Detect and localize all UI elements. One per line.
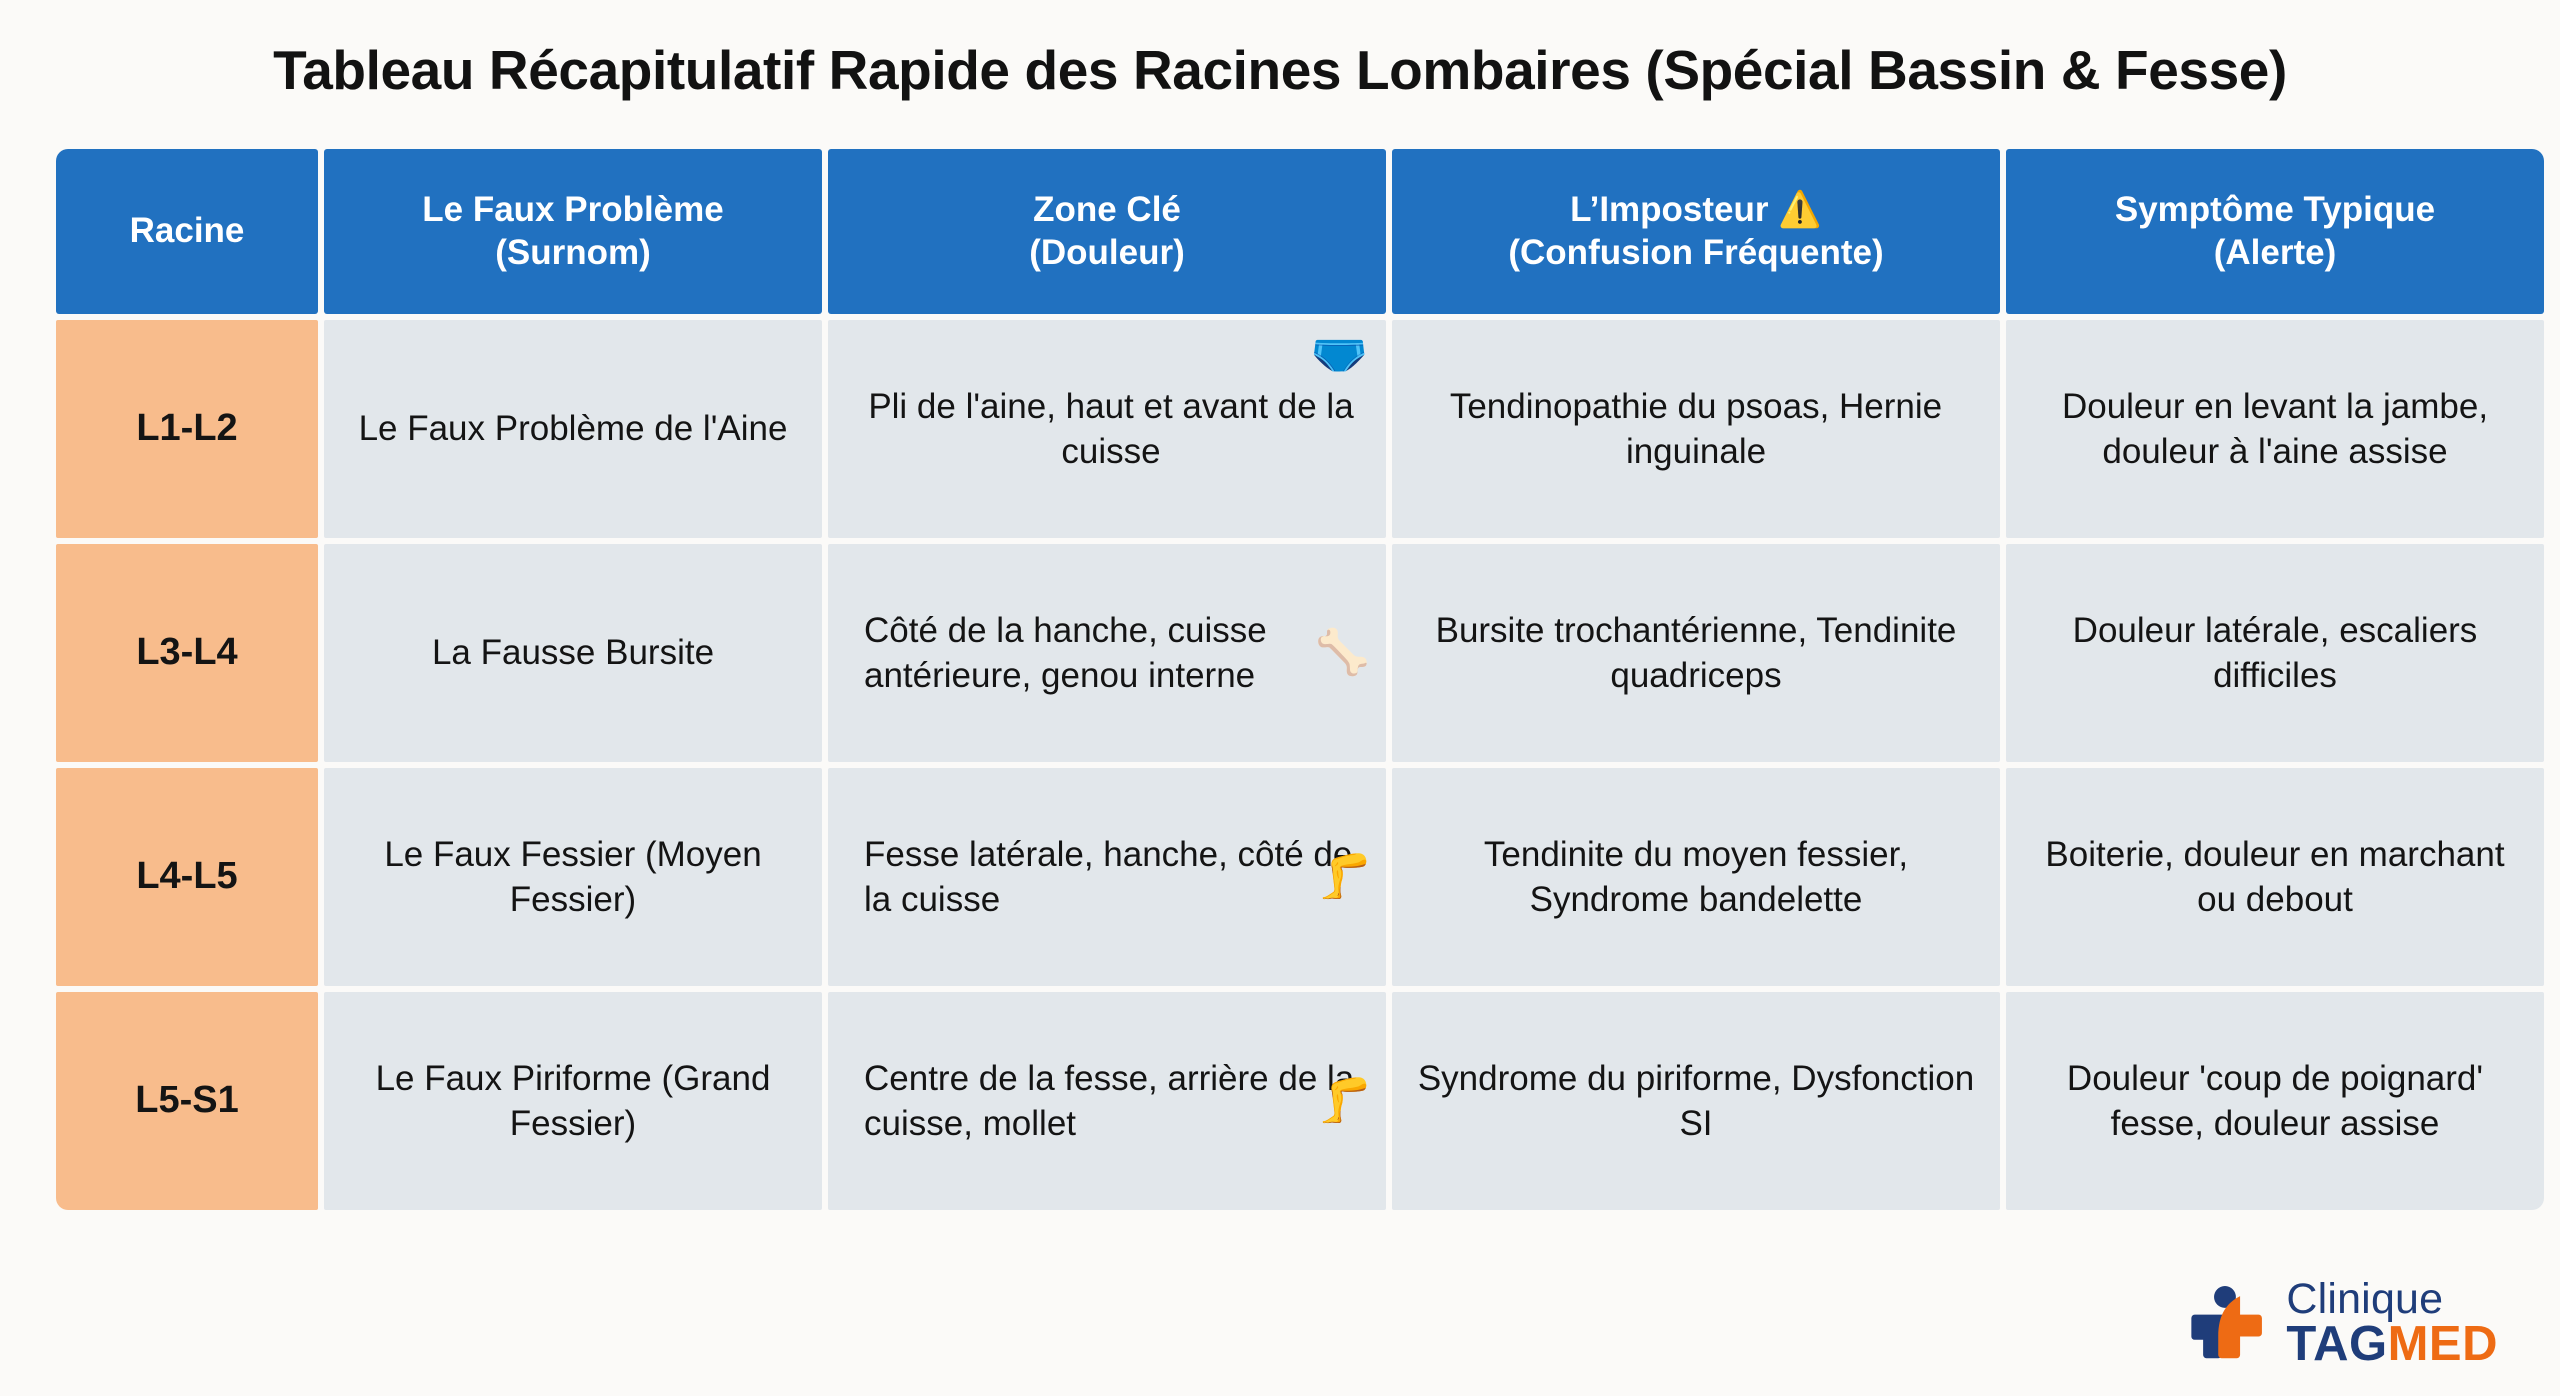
cell-zone-text: Fesse latérale, hanche, côté de la cuisse bbox=[864, 834, 1353, 919]
cell-symptome: Douleur en levant la jambe, douleur à l'aine assise bbox=[2006, 320, 2544, 538]
cell-faux-probleme: Le Faux Problème de l'Aine bbox=[324, 320, 822, 538]
column-header-faux-probleme bbox=[324, 149, 822, 314]
cell-racine: L5-S1 bbox=[56, 992, 318, 1210]
cell-zone-cle bbox=[828, 320, 1386, 538]
groin-pain-icon: 🩲 bbox=[1310, 327, 1368, 379]
cell-symptome: Boiterie, douleur en marchant ou debout bbox=[2006, 768, 2544, 986]
table-body bbox=[56, 320, 2544, 1210]
column-header-zone-cle bbox=[828, 149, 1386, 314]
page-title: Tableau Récapitulatif Rapide des Racines Lombaires (Spécial Bassin & Fesse) bbox=[273, 39, 2287, 101]
cell-zone-cle bbox=[828, 544, 1386, 762]
lumbar-roots-table bbox=[50, 143, 2550, 1216]
column-header-racine-line1: Racine bbox=[129, 211, 245, 251]
column-header-zone-cle-line2: (Douleur) bbox=[1029, 232, 1185, 272]
column-header-symptome-line1: Symptôme Typique bbox=[2114, 189, 2436, 229]
cell-zone-cle bbox=[828, 992, 1386, 1210]
table-row bbox=[56, 992, 2544, 1210]
cell-imposteur: Tendinite du moyen fessier, Syndrome bandelette bbox=[1392, 768, 2000, 986]
cell-zone-text: Pli de l'aine, haut et avant de la cuisse bbox=[868, 386, 1354, 471]
column-header-imposteur bbox=[1392, 149, 2000, 314]
cell-imposteur: Tendinopathie du psoas, Hernie inguinale bbox=[1392, 320, 2000, 538]
logo-med-text: MED bbox=[2387, 1316, 2498, 1371]
cell-imposteur: Syndrome du piriforme, Dysfonction SI bbox=[1392, 992, 2000, 1210]
cell-racine: L4-L5 bbox=[56, 768, 318, 986]
cell-zone-text: Côté de la hanche, cuisse antérieure, genou interne bbox=[864, 610, 1267, 695]
cell-faux-probleme: La Fausse Bursite bbox=[324, 544, 822, 762]
column-header-symptome bbox=[2006, 149, 2544, 314]
column-header-racine bbox=[56, 149, 318, 314]
column-header-imposteur-line1: L’Imposteur ⚠️ bbox=[1570, 189, 1822, 229]
column-header-imposteur-line2: (Confusion Fréquente) bbox=[1508, 232, 1884, 272]
table-header bbox=[56, 149, 2544, 314]
cell-zone-text: Centre de la fesse, arrière de la cuisse, mollet bbox=[864, 1058, 1355, 1143]
buttock-pain-icon: 🦵 bbox=[1317, 1076, 1372, 1125]
column-header-faux-probleme-line2: (Surnom) bbox=[495, 232, 651, 272]
clinique-tagmed-logo bbox=[2188, 1274, 2498, 1371]
column-header-faux-probleme-line1: Le Faux Problème bbox=[422, 189, 724, 229]
cell-imposteur: Bursite trochantérienne, Tendinite quadriceps bbox=[1392, 544, 2000, 762]
table-row bbox=[56, 768, 2544, 986]
cell-symptome: Douleur latérale, escaliers difficiles bbox=[2006, 544, 2544, 762]
table-header-row bbox=[56, 149, 2544, 314]
cell-faux-probleme: Le Faux Fessier (Moyen Fessier) bbox=[324, 768, 822, 986]
cell-faux-probleme: Le Faux Piriforme (Grand Fessier) bbox=[324, 992, 822, 1210]
cell-zone-cle bbox=[828, 768, 1386, 986]
logo-tagmed-text bbox=[2286, 1316, 2498, 1371]
cell-symptome: Douleur 'coup de poignard' fesse, douleur assise bbox=[2006, 992, 2544, 1210]
hip-pain-icon: 🦵 bbox=[1317, 852, 1372, 901]
table-row bbox=[56, 320, 2544, 538]
cell-racine: L3-L4 bbox=[56, 544, 318, 762]
logo-wordmark bbox=[2286, 1274, 2498, 1371]
logo-clinique-text: Clinique bbox=[2286, 1274, 2444, 1323]
lumbar-roots-table-container bbox=[50, 143, 2514, 1216]
table-row bbox=[56, 544, 2544, 762]
column-header-zone-cle-line1: Zone Clé bbox=[1033, 189, 1181, 229]
cell-racine: L1-L2 bbox=[56, 320, 318, 538]
pelvis-bone-icon: 🦴 bbox=[1315, 628, 1370, 677]
clinique-cross-person-icon bbox=[2188, 1281, 2272, 1365]
logo-tag-text: TAG bbox=[2286, 1316, 2388, 1371]
column-header-symptome-line2: (Alerte) bbox=[2213, 232, 2337, 272]
